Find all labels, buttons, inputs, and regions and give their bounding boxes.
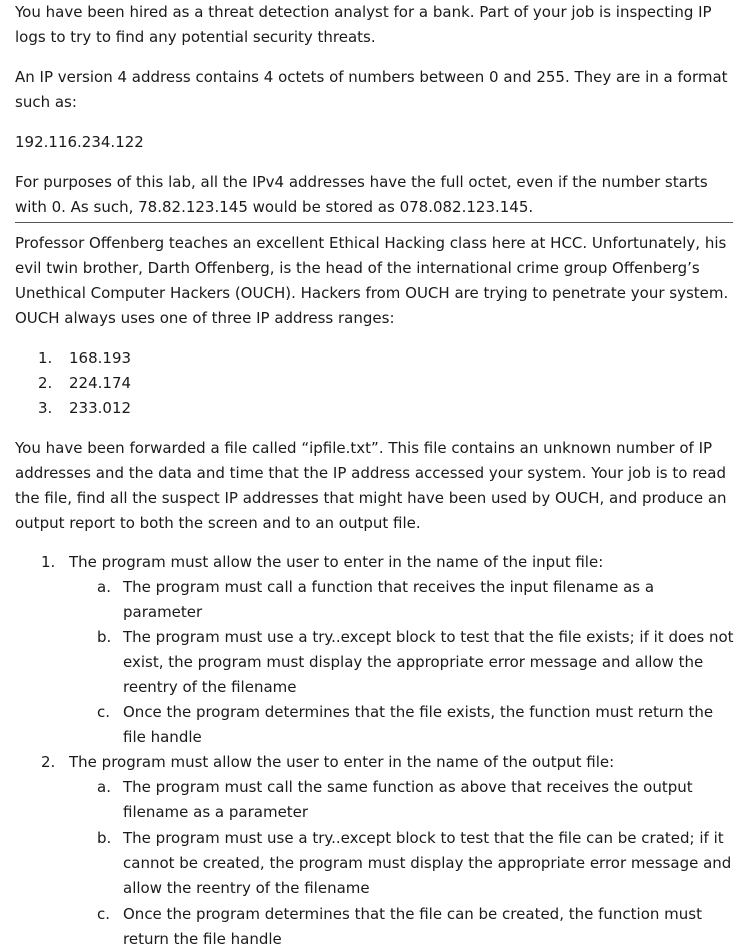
intro-paragraph-1: You have been hired as a threat detection analyst for a bank. Part of your job is inspecting IP logs to try to find any potential security threats. — [15, 3, 712, 46]
sub-requirement-item — [69, 625, 735, 700]
sub-requirement-text: Once the program determines that the file exists, the function must return the file handle — [123, 703, 714, 746]
ip-range-item — [15, 371, 735, 396]
intro-paragraph-2: An IP version 4 address contains 4 octets of numbers between 0 and 255. They are in a format such as: — [15, 68, 728, 111]
section-divider — [15, 222, 733, 223]
list-number: 2. — [38, 374, 53, 392]
ip-range-value: 224.174 — [69, 374, 132, 392]
sub-requirement-item — [69, 700, 735, 750]
ip-range-value: 233.012 — [69, 399, 132, 417]
list-letter: a. — [97, 778, 111, 796]
sub-requirement-text: The program must use a try..except block to test that the file exists; if it does not exist, the program must display the appropriate error message and allow the reentry of the filename — [123, 628, 734, 696]
list-letter: c. — [97, 703, 111, 721]
requirements-list — [15, 550, 735, 952]
requirement-text: The program must allow the user to enter in the name of the output file: — [69, 753, 615, 771]
list-number: 2. — [41, 753, 56, 771]
sub-requirement-item — [69, 902, 735, 952]
list-number: 3. — [38, 399, 53, 417]
sub-requirement-item — [69, 826, 735, 901]
list-letter: b. — [97, 628, 112, 646]
ip-range-list — [15, 346, 735, 421]
list-number: 1. — [38, 349, 53, 367]
sub-requirement-item — [69, 775, 735, 825]
story-paragraph-1: Professor Offenberg teaches an excellent Ethical Hacking class here at HCC. Unfortunately, his evil twin brother, Darth Offenberg, is the head of the international crime group Offenberg’s Unethical Computer Hackers (OUCH). Hackers from OUCH are trying to penetrate your system. OUCH always uses one of three IP address ranges: — [15, 234, 729, 327]
sub-requirement-text: The program must use a try..except block to test that the file can be crated; if it cannot be created, the program must display the appropriate error message and allow the reentry of the filename — [123, 829, 732, 897]
requirement-item — [15, 750, 735, 952]
list-letter: c. — [97, 905, 111, 923]
ip-range-item — [15, 346, 735, 371]
list-letter: b. — [97, 829, 112, 847]
ip-range-item — [15, 396, 735, 421]
requirement-item — [15, 550, 735, 750]
ip-range-value: 168.193 — [69, 349, 132, 367]
sub-requirement-text: The program must call a function that receives the input filename as a parameter — [123, 578, 655, 621]
example-ip: 192.116.234.122 — [15, 133, 144, 151]
requirement-text: The program must allow the user to enter in the name of the input file: — [69, 553, 604, 571]
story-paragraph-2: You have been forwarded a file called “ipfile.txt”. This file contains an unknown number of IP addresses and the data and time that the IP address accessed your system. Your job is to read the file, find all the suspect IP addresses that might have been used by OUCH, and produce an output report to both the screen and to an output file. — [15, 439, 727, 532]
list-number: 1. — [41, 553, 56, 571]
sub-requirement-list — [69, 575, 735, 750]
list-letter: a. — [97, 578, 111, 596]
intro-paragraph-3: For purposes of this lab, all the IPv4 addresses have the full octet, even if the number starts with 0. As such, 78.82.123.145 would be stored as 078.082.123.145. — [15, 173, 708, 216]
sub-requirement-text: Once the program determines that the file can be created, the function must return the file handle — [123, 905, 702, 948]
sub-requirement-item — [69, 575, 735, 625]
document-page — [15, 0, 735, 952]
sub-requirement-text: The program must call the same function as above that receives the output filename as a parameter — [123, 778, 693, 821]
sub-requirement-list — [69, 775, 735, 952]
